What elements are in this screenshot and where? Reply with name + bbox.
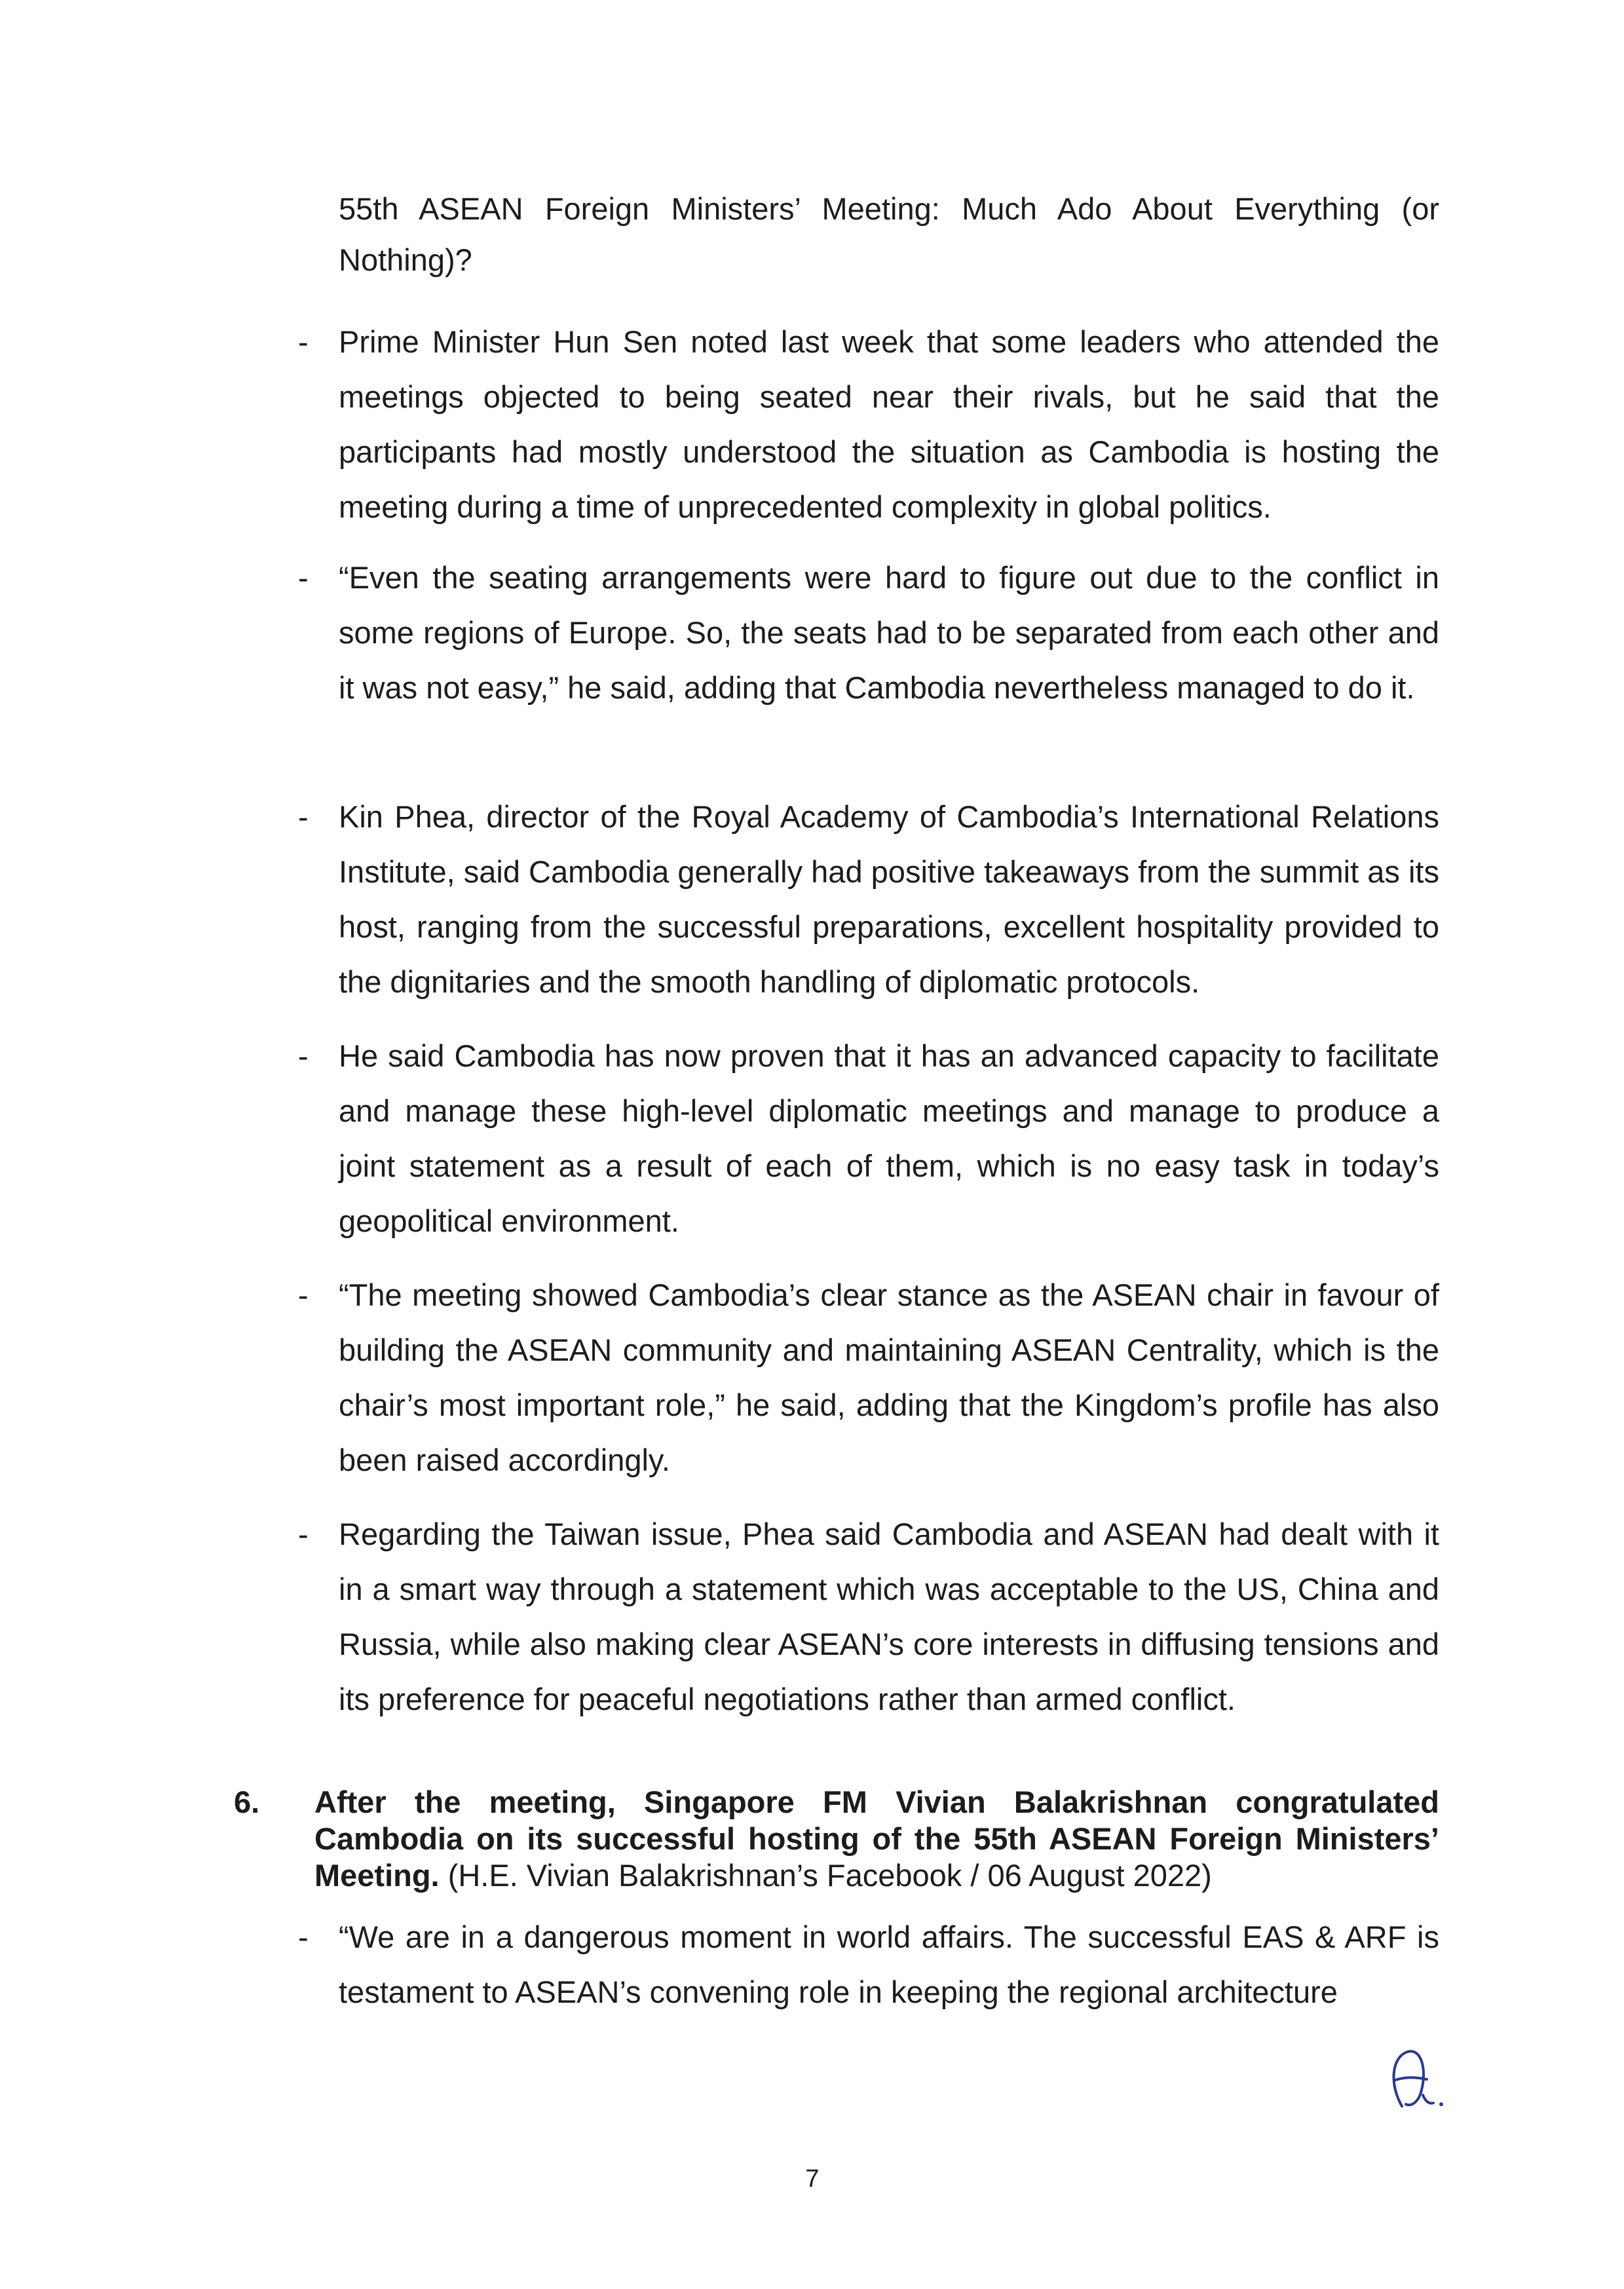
bullet-text: “Even the seating arrangements were hard to figure out due to the conflict in some regions of Europe. So, the seats had to be separated from each other and it was not easy,” he said, adding that Cambodia nevertheless managed to do it. — [339, 560, 1439, 705]
numbered-item-6 — [234, 1784, 1439, 1894]
bullet-dash: - — [298, 799, 309, 834]
item-source: (H.E. Vivian Balakrishnan’s Facebook / 06 August 2022) — [447, 1858, 1212, 1893]
bullet-text: Regarding the Taiwan issue, Phea said Cambodia and ASEAN had dealt with it in a smart way through a statement which was acceptable to the US, China and Russia, while also making clear ASEAN’s core interests in diffusing tensions and its preference for peaceful negotiations rather than armed conflict. — [339, 1517, 1439, 1716]
page-number: 7 — [805, 2165, 820, 2193]
bullet-dash: - — [298, 1038, 309, 1073]
item-number: 6. — [234, 1785, 260, 1819]
bullet-text: He said Cambodia has now proven that it has an advanced capacity to facilitate and manage these high-level diplomatic meetings and manage to produce a joint statement as a result of each of them, which is no easy task in today’s geopolitical environment. — [339, 1038, 1439, 1238]
bullet-text: “We are in a dangerous moment in world affairs. The successful EAS & ARF is testament to ASEAN’s convening role in keeping the regional architecture — [339, 1920, 1439, 2009]
numbered-item-text — [314, 1784, 1439, 1894]
bullet-dash: - — [298, 1517, 309, 1551]
bullet-item — [298, 1507, 1439, 1727]
bullet-item — [298, 1910, 1439, 2020]
bullet-dash: - — [298, 324, 309, 359]
bullet-text: Kin Phea, director of the Royal Academy of Cambodia’s International Relations Institute, said Cambodia generally had positive takeaways from the summit as its host, ranging from the successful preparations, excellent hospitality provided to the dignitaries and the smooth handling of diplomatic protocols. — [339, 799, 1439, 999]
bullet-item — [298, 1268, 1439, 1488]
bullet-item — [298, 1029, 1439, 1249]
bullet-text: Prime Minister Hun Sen noted last week that some leaders who attended the meetings objected to being seated near their rivals, but he said that the participants had mostly understood the situation as Cambodia is hosting the meeting during a time of unprecedented complexity in global politics. — [339, 324, 1439, 524]
bullet-item — [298, 550, 1439, 715]
item-headline: After the meeting, Singapore FM Vivian Balakrishnan congratulated Cambodia on its successful hosting of the 55th ASEAN Foreign Ministers’ Meeting. — [314, 1785, 1439, 1893]
bullet-text: “The meeting showed Cambodia’s clear stance as the ASEAN chair in favour of building the ASEAN community and maintaining ASEAN Centrality, which is the chair’s most important role,” he said, adding that the Kingdom’s profile has also been raised accordingly. — [339, 1277, 1439, 1477]
bullet-item — [298, 789, 1439, 1010]
bullet-dash: - — [298, 1277, 309, 1312]
bullet-item — [298, 314, 1439, 535]
bullet-dash: - — [298, 560, 309, 595]
bullet-dash: - — [298, 1920, 309, 1954]
handwritten-initial-signature — [1376, 2044, 1448, 2116]
section-title: 55th ASEAN Foreign Ministers’ Meeting: Much Ado About Everything (or Nothing)? — [339, 191, 1439, 277]
